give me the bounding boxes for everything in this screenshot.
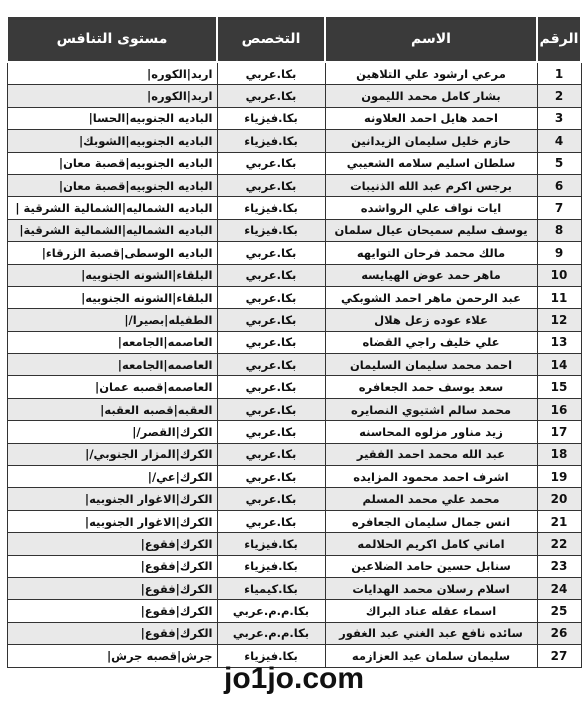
row-specialization-cell: بكا.فيزياء [217, 219, 325, 241]
row-name-cell: حازم خليل سليمان الزيدانين [325, 130, 537, 152]
row-number-cell: 5 [537, 152, 581, 174]
row-level-cell: الباديه الشماليه|الشمالية الشرقية| [7, 219, 217, 241]
table-row [7, 533, 581, 555]
row-number-cell: 23 [537, 555, 581, 577]
row-number-cell: 22 [537, 533, 581, 555]
row-number-cell: 17 [537, 421, 581, 443]
row-name-cell: احمد هايل احمد العلاونه [325, 107, 537, 129]
row-level-cell: الباديه الجنوبيه|قصبة معان| [7, 152, 217, 174]
row-level-cell: الباديه الوسطى|قصبة الزرقاء| [7, 242, 217, 264]
row-name-cell: سنابل حسين حامد الضلاعين [325, 555, 537, 577]
row-specialization-cell: بكا.عربي [217, 488, 325, 510]
row-level-cell: الكرك|القصر/| [7, 421, 217, 443]
row-specialization-cell: بكا.عربي [217, 466, 325, 488]
row-number-cell: 11 [537, 286, 581, 308]
row-specialization-cell: بكا.عربي [217, 331, 325, 353]
row-level-cell: الكرك|الاغوار الجنوبيه| [7, 510, 217, 532]
table-row [7, 376, 581, 398]
row-specialization-cell: بكا.عربي [217, 354, 325, 376]
row-level-cell: الكرك|فقوع| [7, 577, 217, 599]
row-level-cell: الباديه الجنوبيه|الشوبك| [7, 130, 217, 152]
row-number-cell: 20 [537, 488, 581, 510]
table-row [7, 152, 581, 174]
table-row [7, 421, 581, 443]
row-specialization-cell: بكا.عربي [217, 398, 325, 420]
row-name-cell: انس جمال سليمان الجعافره [325, 510, 537, 532]
table-row [7, 622, 581, 644]
row-level-cell: الطفيله|بصيرا/| [7, 309, 217, 331]
row-name-cell: يوسف سليم سميحان عيال سلمان [325, 219, 537, 241]
row-name-cell: سليمان سلمان عيد العزازمه [325, 645, 537, 667]
row-name-cell: سعد يوسف حمد الجعافره [325, 376, 537, 398]
row-specialization-cell: بكا.عربي [217, 62, 325, 85]
header-name: الاسم [325, 16, 537, 62]
row-specialization-cell: بكا.فيزياء [217, 107, 325, 129]
row-level-cell: الكرك|فقوع| [7, 600, 217, 622]
header-competition-level: مستوى التنافس [7, 16, 217, 62]
row-name-cell: سلطان اسليم سلامه الشعيبي [325, 152, 537, 174]
row-level-cell: العاصمه|قصبه عمان| [7, 376, 217, 398]
table-row [7, 466, 581, 488]
site-watermark: jo1jo.com [223, 662, 365, 695]
row-level-cell: الكرك|فقوع| [7, 622, 217, 644]
table-row [7, 62, 581, 85]
row-number-cell: 8 [537, 219, 581, 241]
row-specialization-cell: بكا.م.م.عربي [217, 622, 325, 644]
row-number-cell: 19 [537, 466, 581, 488]
row-number-cell: 7 [537, 197, 581, 219]
row-number-cell: 4 [537, 130, 581, 152]
row-level-cell: الباديه الجنوبيه|قصبة معان| [7, 174, 217, 196]
row-number-cell: 25 [537, 600, 581, 622]
row-level-cell: اربد|الكوره| [7, 62, 217, 85]
row-specialization-cell: بكا.عربي [217, 286, 325, 308]
row-name-cell: عبد الله محمد احمد الفقير [325, 443, 537, 465]
table-row [7, 354, 581, 376]
row-name-cell: مرعي ارشود علي التلاهين [325, 62, 537, 85]
table-row [7, 488, 581, 510]
row-level-cell: العاصمه|الجامعه| [7, 331, 217, 353]
table-row [7, 443, 581, 465]
table-row [7, 85, 581, 107]
table-header-row [7, 16, 581, 62]
row-name-cell: محمد سالم اشتيوي النصايره [325, 398, 537, 420]
row-level-cell: الباديه الشماليه|الشمالية الشرقية | [7, 197, 217, 219]
row-specialization-cell: بكا.عربي [217, 309, 325, 331]
row-number-cell: 26 [537, 622, 581, 644]
row-level-cell: العاصمه|الجامعه| [7, 354, 217, 376]
row-number-cell: 14 [537, 354, 581, 376]
row-number-cell: 13 [537, 331, 581, 353]
row-name-cell: ايات نواف علي الرواشده [325, 197, 537, 219]
row-name-cell: اماني كامل اكريم الحلالمه [325, 533, 537, 555]
row-level-cell: البلقاء|الشونه الجنوبيه| [7, 264, 217, 286]
row-specialization-cell: بكا.عربي [217, 174, 325, 196]
row-name-cell: مالك محمد فرحان التوايهه [325, 242, 537, 264]
row-specialization-cell: بكا.عربي [217, 443, 325, 465]
row-name-cell: اسماء عقله عناد البراك [325, 600, 537, 622]
table-row [7, 600, 581, 622]
row-number-cell: 6 [537, 174, 581, 196]
row-name-cell: محمد علي محمد المسلم [325, 488, 537, 510]
header-number: الرقم [537, 16, 581, 62]
row-number-cell: 12 [537, 309, 581, 331]
table-row [7, 242, 581, 264]
row-specialization-cell: بكا.فيزياء [217, 533, 325, 555]
table-row [7, 219, 581, 241]
row-name-cell: ماهر حمد عوض الهيايسه [325, 264, 537, 286]
candidates-table [6, 15, 582, 668]
row-number-cell: 2 [537, 85, 581, 107]
table-row [7, 107, 581, 129]
table-row [7, 174, 581, 196]
table-row [7, 510, 581, 532]
row-name-cell: سائده نافع عبد الغني عبد الغفور [325, 622, 537, 644]
table-row [7, 577, 581, 599]
row-level-cell: الكرك|فقوع| [7, 533, 217, 555]
results-sheet [2, 15, 586, 668]
row-number-cell: 1 [537, 62, 581, 85]
table-row [7, 555, 581, 577]
row-name-cell: علي خليف راجي القضاه [325, 331, 537, 353]
row-number-cell: 18 [537, 443, 581, 465]
table-row [7, 264, 581, 286]
row-number-cell: 21 [537, 510, 581, 532]
row-specialization-cell: بكا.عربي [217, 510, 325, 532]
row-name-cell: علاء عوده زعل هلال [325, 309, 537, 331]
row-specialization-cell: بكا.فيزياء [217, 645, 325, 667]
row-specialization-cell: بكا.عربي [217, 242, 325, 264]
row-specialization-cell: بكا.فيزياء [217, 197, 325, 219]
table-row [7, 130, 581, 152]
row-specialization-cell: بكا.عربي [217, 421, 325, 443]
table-row [7, 398, 581, 420]
row-name-cell: بشار كامل محمد الليمون [325, 85, 537, 107]
row-name-cell: عبد الرحمن ماهر احمد الشوبكي [325, 286, 537, 308]
row-number-cell: 3 [537, 107, 581, 129]
row-specialization-cell: بكا.م.م.عربي [217, 600, 325, 622]
row-number-cell: 16 [537, 398, 581, 420]
row-specialization-cell: بكا.عربي [217, 85, 325, 107]
row-specialization-cell: بكا.فيزياء [217, 555, 325, 577]
row-number-cell: 9 [537, 242, 581, 264]
row-number-cell: 15 [537, 376, 581, 398]
row-specialization-cell: بكا.عربي [217, 264, 325, 286]
row-number-cell: 10 [537, 264, 581, 286]
row-level-cell: جرش|قصبه جرش| [7, 645, 217, 667]
row-level-cell: الكرك|عي/| [7, 466, 217, 488]
row-level-cell: الكرك|فقوع| [7, 555, 217, 577]
table-row [7, 309, 581, 331]
header-specialization: التخصص [217, 16, 325, 62]
row-level-cell: البلقاء|الشونه الجنوبيه| [7, 286, 217, 308]
row-name-cell: اشرف احمد محمود المزايده [325, 466, 537, 488]
row-name-cell: زيد مناور مزلوه المحاسنه [325, 421, 537, 443]
row-specialization-cell: بكا.عربي [217, 376, 325, 398]
row-level-cell: الكرك|المزار الجنوبي/| [7, 443, 217, 465]
row-name-cell: برجس اكرم عبد الله الذنيبات [325, 174, 537, 196]
table-row [7, 286, 581, 308]
row-specialization-cell: بكا.فيزياء [217, 130, 325, 152]
row-number-cell: 24 [537, 577, 581, 599]
table-body [7, 62, 581, 667]
row-level-cell: العقبه|قصبه العقبه| [7, 398, 217, 420]
row-name-cell: احمد محمد سليمان السليمان [325, 354, 537, 376]
row-level-cell: الباديه الجنوبيه|الحسا| [7, 107, 217, 129]
row-specialization-cell: بكا.عربي [217, 152, 325, 174]
row-number-cell: 27 [537, 645, 581, 667]
table-row [7, 331, 581, 353]
row-specialization-cell: بكا.كيمياء [217, 577, 325, 599]
row-level-cell: اربد|الكوره| [7, 85, 217, 107]
table-row [7, 197, 581, 219]
row-name-cell: اسلام رسلان محمد الهدايات [325, 577, 537, 599]
row-level-cell: الكرك|الاغوار الجنوبيه| [7, 488, 217, 510]
